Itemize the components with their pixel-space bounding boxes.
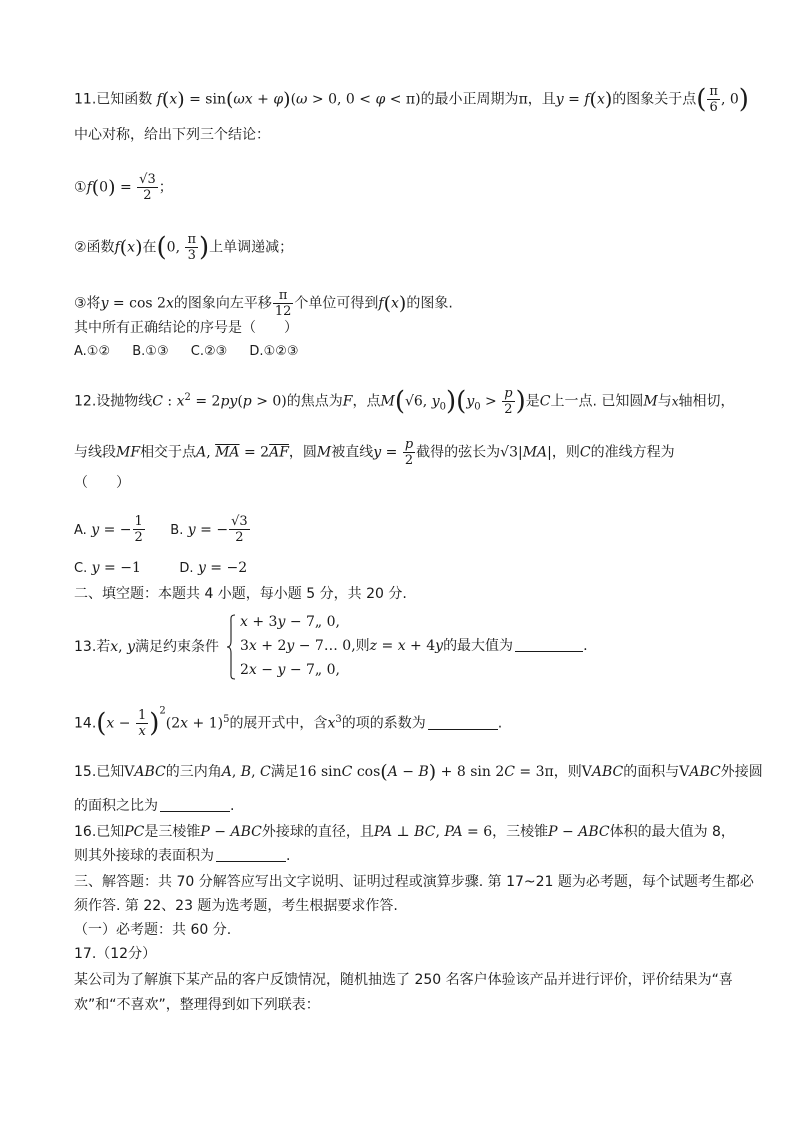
q11-option-d: D.①②③ (249, 344, 299, 359)
section-3-heading: 三、解答题：共 70 分解答应写出文字说明、证明过程或演算步骤. 第 17~21 题为必考题，每个试题考生都必 (74, 874, 754, 890)
q17-line1: 某公司为了解旗下某产品的客户反馈情况，随机抽选了 250 名客户体验该产品并进行评价，评价结果为“喜 (74, 972, 733, 988)
q12-option-b: B. y = − $\frac{√3}{2}$ (170, 514, 248, 545)
q11-conclusion-1: ①f(0) = $\frac{√3}{2}$ ； (74, 172, 173, 203)
q14-answer-blank[interactable] (428, 715, 498, 730)
q15-line1: 15.已知VABC的三内角A, B, C满足16 sinC cos(A − B) + 8 sin 2C = 3π，则VABC的面积与VABC外接圆 (74, 761, 763, 783)
q11-line1: 11.已知函数 f(x) = sin(ωx + φ)(ω > 0, 0 < φ < π)的最小正周期为π，且y = f(x)的图象关于点( $\frac{\pi}{6}$ , 0) (74, 84, 749, 115)
q12-line1: 12.设抛物线C : $x^2 = 2py(p > 0)$的焦点为F，点M(√6, $y_0)(y_0$ > $\frac{p}{2}$ )是C上一点. 已知圆M与x轴相切， (74, 386, 735, 417)
q11-option-a: A.①② (74, 344, 111, 359)
q13-constraint-3: 2x − y − 7„ 0, (240, 662, 340, 678)
q15-number: 15. (74, 764, 97, 780)
q17-line2: 欢”和“不喜欢”，整理得到如下列联表： (74, 997, 320, 1013)
q16-line2: 则其外接球的表面积为 . (74, 848, 291, 864)
section-3-heading-cont: 须作答. 第 22、23 题为选考题，考生根据要求作答. (74, 898, 398, 914)
q13-constraint-2: 3x + 2y − 7… 0,则z = x + 4y的最大值为 . (240, 638, 588, 654)
q15-answer-blank[interactable] (160, 797, 230, 812)
q11-option-b: B.①③ (132, 344, 169, 359)
q12-option-c: C. y = −1 (74, 560, 141, 576)
q12-options-cd (74, 558, 247, 579)
q13-line: 13.若x, y满足约束条件 (74, 639, 219, 655)
q12-number: 12. (74, 393, 97, 410)
q12-options-ab (74, 514, 251, 545)
q17-header: 17.（12分） (74, 946, 157, 962)
q11-question: 其中所有正确结论的序号是（ ） (74, 320, 298, 336)
q12-option-d: D. y = −2 (179, 560, 248, 576)
q14-number: 14. (74, 715, 97, 732)
q14-line: 14.(x − $\frac{1}{x}$ )$^2(2x + 1)^5$的展开式中，含$x^3$的项的系数为 . (74, 705, 503, 739)
q15-line2: 的面积之比为 . (74, 798, 235, 814)
q13-constraint-system (208, 612, 588, 682)
q12-line2: 与线段MF相交于点A, $\overline{MA} = 2\overline{AF}$，圆M被直线y = $\frac{p}{2}$ 截得的弦长为√3|MA|，则C的准线方程为 (74, 437, 675, 468)
section-2-heading: 二、填空题：本题共 4 小题，每小题 5 分，共 20 分. (74, 586, 407, 602)
q11-options (74, 342, 299, 362)
q12-option-a: A. y = − $\frac{1}{2}$ (74, 514, 143, 545)
q16-answer-blank[interactable] (216, 847, 286, 862)
left-brace-icon (226, 614, 236, 680)
q16-number: 16. (74, 824, 97, 840)
q13-answer-blank[interactable] (515, 637, 583, 652)
q16-line1: 16.已知PC是三棱锥P − ABC外接球的直径，且PA ⊥ BC, PA = 6，三棱锥P − ABC体积的最大值为 8， (74, 824, 735, 840)
q13-number: 13. (74, 639, 97, 655)
q11-option-c: C.②③ (190, 344, 228, 359)
q11-number: 11. (74, 91, 97, 108)
q13-constraint-1: x + 3y − 7„ 0, (240, 614, 340, 630)
section-3-subheading: （一）必考题：共 60 分. (74, 922, 232, 938)
q11-conclusion-3: ③将y = cos 2x的图象向左平移 $\frac{\pi}{12}$ 个单位可得到f(x)的图象. (74, 288, 453, 319)
q11-line2: 中心对称，给出下列三个结论： (74, 127, 270, 143)
q11-conclusion-2: ②函数f(x)在(0, $\frac{\pi}{3}$ )上单调递减； (74, 232, 294, 263)
q12-answer-paren: （ ） (74, 475, 130, 491)
